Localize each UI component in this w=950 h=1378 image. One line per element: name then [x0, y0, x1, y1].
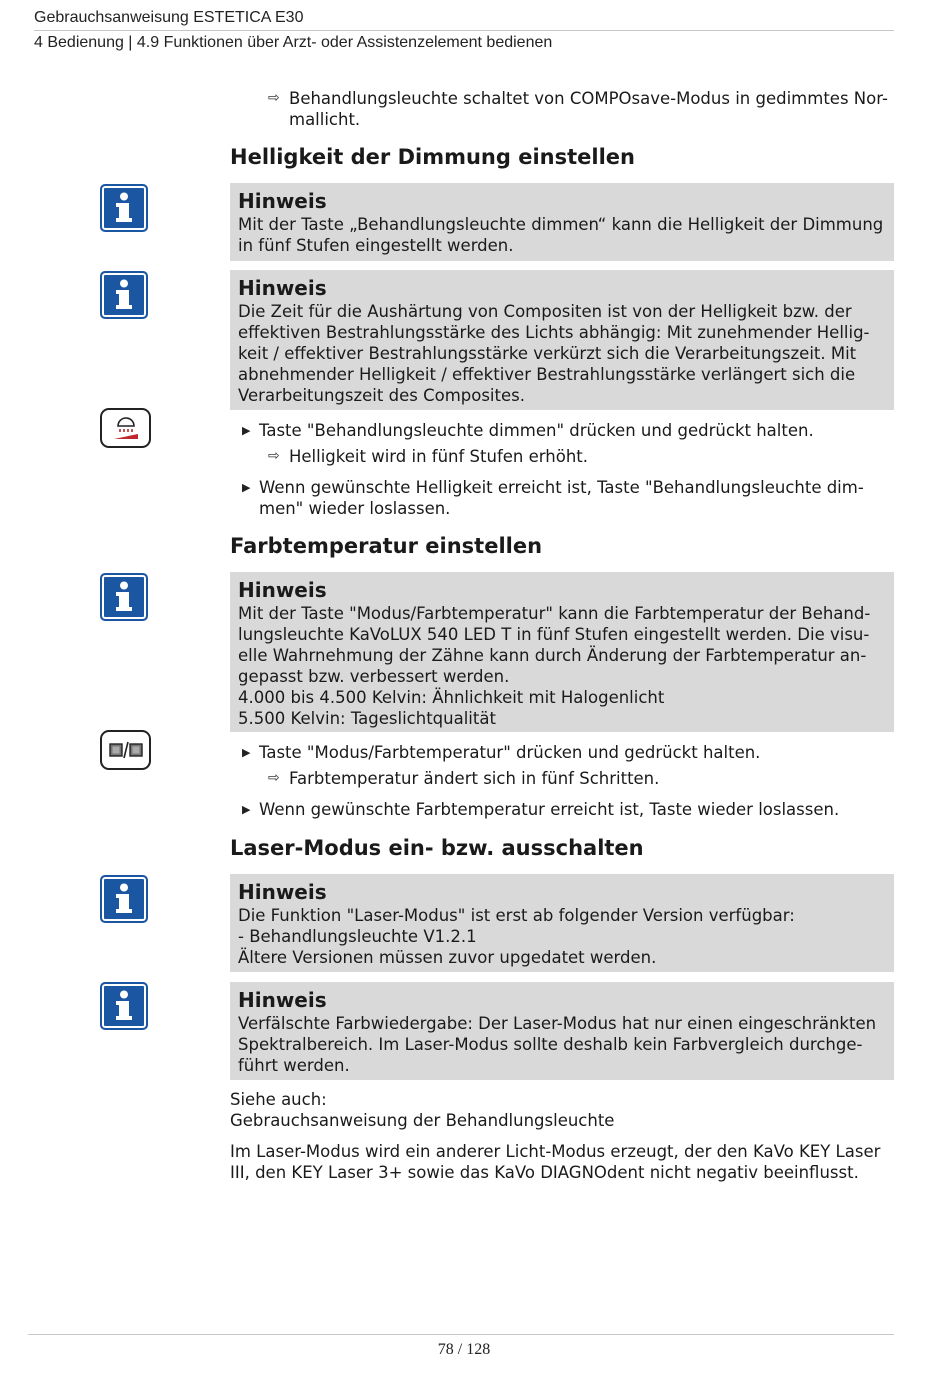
- note-body: Die Zeit für die Aushärtung von Compositen ist von der Helligkeit bzw. der effektiven Bestrahlungsstärke des Lichts abhängig: Mit zunehmender Hellig-keit / effektiver Bestrahlungsstärke verkürzt sich die Verarbeitungszeit. Mit abnehmender Helligkeit / effektiver Bestrahlungsstärke verlängert sich die Verarbeitungszeit des Composites.: [238, 302, 870, 405]
- note-line: - Behandlungsleuchte V1.2.1: [238, 927, 477, 946]
- section-heading-color-temperature: Farbtemperatur einstellen: [230, 534, 543, 558]
- page-number: 78 / 128: [437, 1341, 491, 1358]
- mode-color-temperature-key-icon: [100, 730, 151, 770]
- breadcrumb: 4 Bedienung | 4.9 Funktionen über Arzt- oder Assistenzelement bedienen: [34, 34, 553, 51]
- note-box: [230, 183, 894, 261]
- note-line: Die Funktion "Laser-Modus" ist erst ab folgender Version verfügbar:: [238, 906, 795, 925]
- info-icon: [100, 982, 148, 1030]
- note-body: Verfälschte Farbwiedergabe: Der Laser-Modus hat nur einen eingeschränkten Spektralbereich. Im Laser-Modus sollte deshalb kein Farbvergleich durchge-führt werden.: [238, 1014, 877, 1075]
- hollow-right-arrow-icon: ⇨: [268, 770, 280, 786]
- step-text: Wenn gewünschte Helligkeit erreicht ist, Taste "Behandlungsleuchte dim-men" wieder loslassen.: [259, 478, 864, 518]
- step-item: [242, 477, 892, 519]
- triangle-right-icon: ▶: [242, 803, 251, 816]
- note-box: [230, 982, 894, 1080]
- hollow-right-arrow-icon: ⇨: [268, 90, 280, 106]
- hollow-right-arrow-icon: ⇨: [268, 448, 280, 464]
- note-title: Hinweis: [238, 988, 327, 1012]
- intro-result: [268, 88, 898, 130]
- see-also-link[interactable]: Gebrauchsanweisung der Behandlungsleuchte: [230, 1111, 615, 1130]
- step-text: Taste "Modus/Farbtemperatur" drücken und gedrückt halten.: [259, 743, 761, 762]
- info-icon: [100, 875, 148, 923]
- note-title: Hinweis: [238, 578, 327, 602]
- page-header: [34, 8, 894, 53]
- step-item: [242, 742, 892, 763]
- result-text: Farbtemperatur ändert sich in fünf Schritten.: [289, 769, 660, 788]
- step-text: Wenn gewünschte Farbtemperatur erreicht ist, Taste wieder loslassen.: [259, 800, 840, 819]
- see-also-label: Siehe auch:: [230, 1090, 327, 1109]
- note-line-halogen: 4.000 bis 4.500 Kelvin: Ähnlichkeit mit Halogenlicht: [238, 688, 665, 707]
- section-heading-dimming: Helligkeit der Dimmung einstellen: [230, 145, 635, 169]
- dim-light-key-icon: [100, 408, 151, 448]
- note-box: [230, 572, 894, 732]
- step-item: [242, 420, 892, 441]
- intro-result-text: Behandlungsleuchte schaltet von COMPOsave-Modus in gedimmtes Nor-mallicht.: [289, 89, 888, 129]
- triangle-right-icon: ▶: [242, 746, 251, 759]
- note-title: Hinweis: [238, 880, 327, 904]
- header-divider: [34, 30, 894, 31]
- step-text: Taste "Behandlungsleuchte dimmen" drücken und gedrückt halten.: [259, 421, 814, 440]
- laser-mode-paragraph: Im Laser-Modus wird ein anderer Licht-Modus erzeugt, der den KaVo KEY Laser III, den KEY Laser 3+ sowie das KaVo DIAGNOdent nicht negativ beeinflusst.: [230, 1142, 881, 1182]
- info-icon: [100, 184, 148, 232]
- triangle-right-icon: ▶: [242, 424, 251, 437]
- note-body: Mit der Taste "Modus/Farbtemperatur" kann die Farbtemperatur der Behand-lungsleuchte KaVoLUX 540 LED T in fünf Stufen eingestellt werden. Die visu-elle Wahrnehmung der Zähne kann durch Änderung der Farbtemperatur an-gepasst bzw. verbessert werden.: [238, 604, 871, 686]
- step-result: [268, 446, 898, 467]
- info-icon: [100, 573, 148, 621]
- triangle-right-icon: ▶: [242, 481, 251, 494]
- note-line: Ältere Versionen müssen zuvor upgedatet werden.: [238, 948, 657, 967]
- note-title: Hinweis: [238, 189, 327, 213]
- note-title: Hinweis: [238, 276, 327, 300]
- result-text: Helligkeit wird in fünf Stufen erhöht.: [289, 447, 588, 466]
- document-title: Gebrauchsanweisung ESTETICA E30: [34, 9, 304, 26]
- step-result: [268, 768, 898, 789]
- info-icon: [100, 271, 148, 319]
- note-line-daylight: 5.500 Kelvin: Tageslichtqualität: [238, 709, 496, 728]
- note-body: Mit der Taste „Behandlungsleuchte dimmen“ kann die Helligkeit der Dimmung in fünf Stufen eingestellt werden.: [238, 215, 884, 255]
- note-box: [230, 270, 894, 410]
- note-box: [230, 874, 894, 972]
- footer-divider: [28, 1334, 894, 1335]
- step-item: [242, 799, 892, 820]
- section-heading-laser-mode: Laser-Modus ein- bzw. ausschalten: [230, 836, 644, 860]
